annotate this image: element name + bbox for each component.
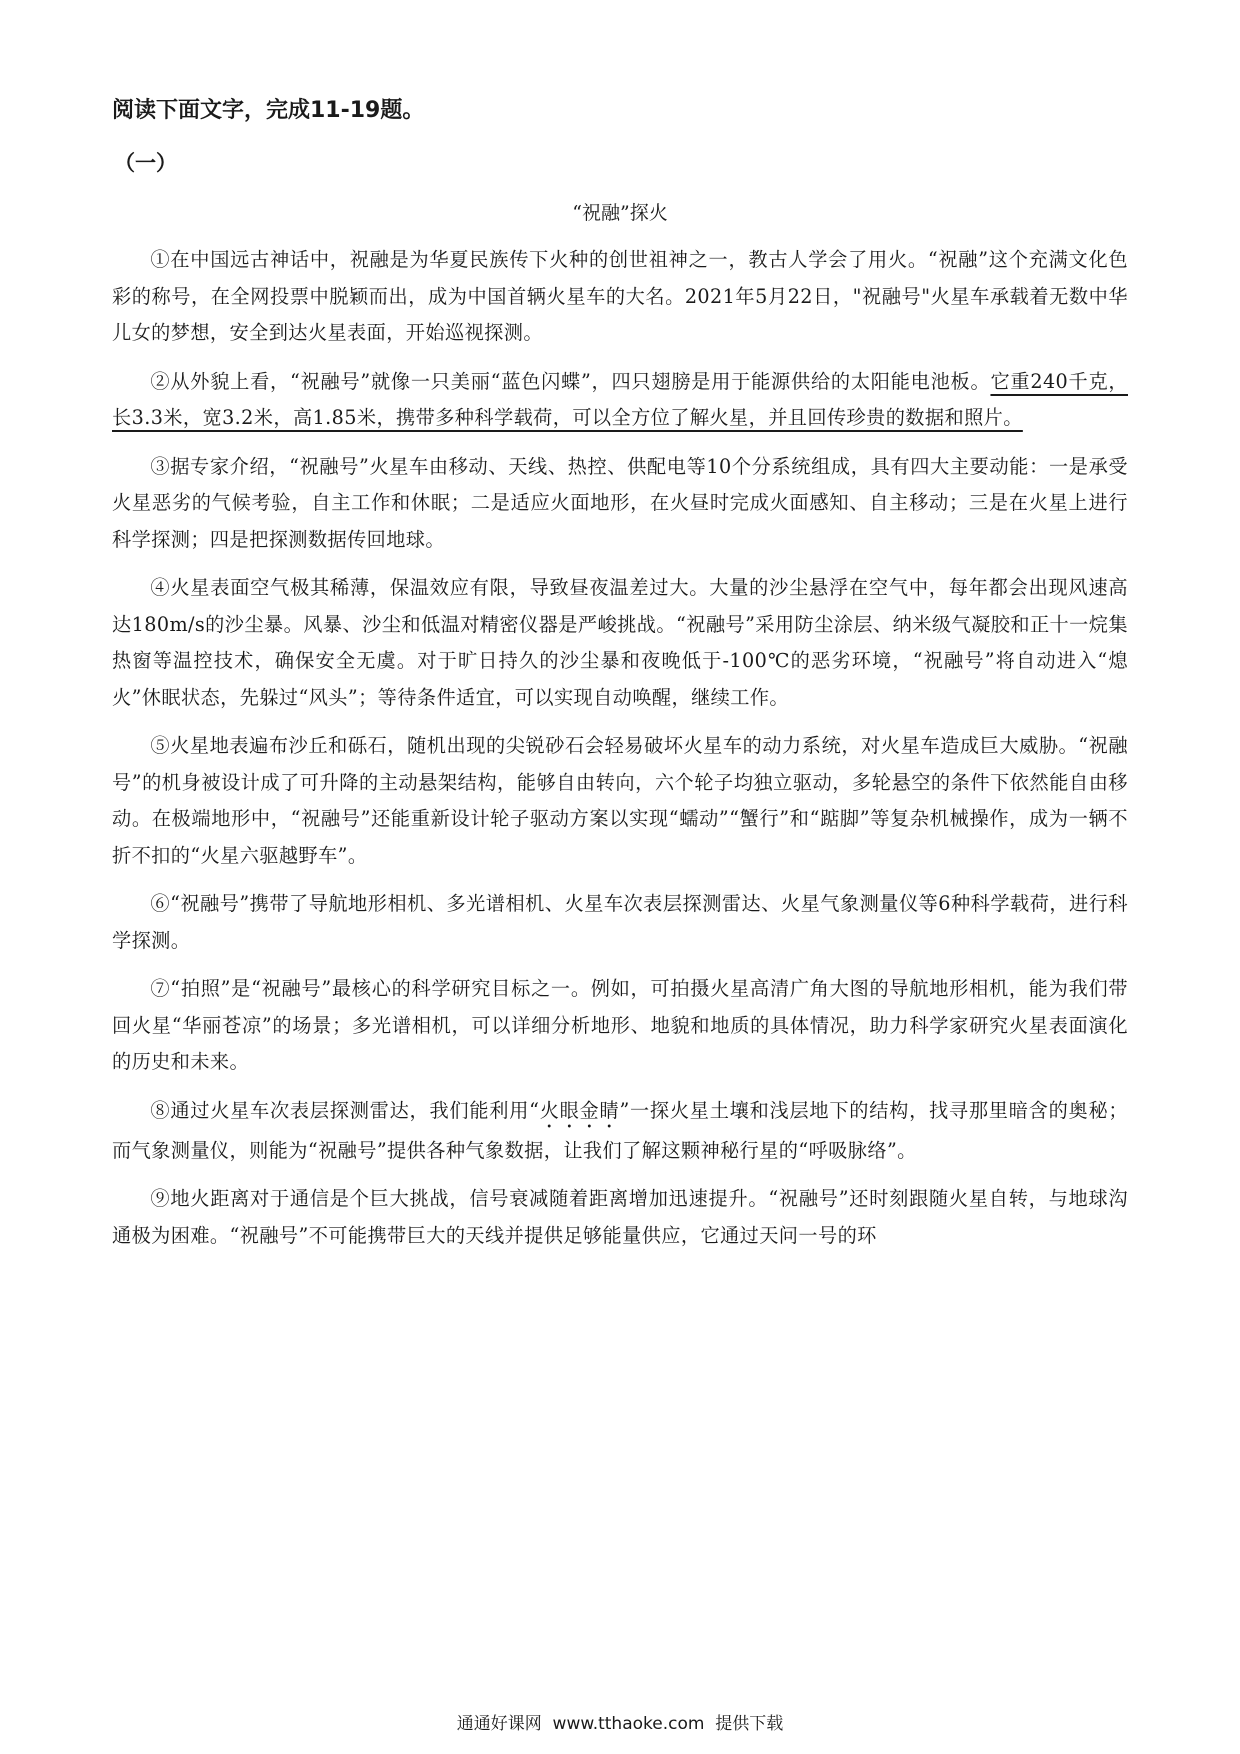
page-footer (0, 1712, 1240, 1736)
article-title: “祝融”探火 (572, 202, 668, 224)
footer-url: www.tthaoke.com (552, 1714, 705, 1734)
paragraph-8-text-end: ”一探火星土壤和浅层地下的结构，找寻那里暗含的奥秘；而气象测量仪，则能为“祝融号”提供各种气象数据，让我们了解这颗神秘行星的“呼吸脉络”。 (112, 1098, 1128, 1162)
document-page (112, 96, 1128, 1266)
paragraph-6: ⑥“祝融号”携带了导航地形相机、多光谱相机、火星车次表层探测雷达、火星气象测量仪等6种科学载荷，进行科学探测。 (112, 892, 1128, 952)
section-label: （一） (114, 151, 177, 175)
paragraph-2 (112, 364, 1128, 437)
paragraph-5: ⑤火星地表遍布沙丘和砾石，随机出现的尖锐砂石会轻易破坏火星车的动力系统，对火星车造成巨大威胁。“祝融号”的机身被设计成了可升降的主动悬架结构，能够自由转向，六个轮子均独立驱动，多轮悬空的条件下依然能自由移动。在极端地形中，“祝融号”还能重新设计轮子驱动方案以实现“蠕动”“蟹行”和“踮脚”等复杂机械操作，成为一辆不折不扣的“火星六驱越野车”。 (112, 734, 1128, 867)
paragraph-9: ⑨地火距离对于通信是个巨大挑战，信号衰减随着距离增加迅速提升。“祝融号”还时刻跟随火星自转，与地球沟通极为困难。“祝融号”不可能携带巨大的天线并提供足够能量供应，它通过天问一号的环 (112, 1187, 1128, 1247)
paragraph-4: ④火星表面空气极其稀薄，保温效应有限，导致昼夜温差过大。大量的沙尘悬浮在空气中，每年都会出现风速高达180m/s的沙尘暴。风暴、沙尘和低温对精密仪器是严峻挑战。“祝融号”采用防尘涂层、纳米级气凝胶和正十一烷集热窗等温控技术，确保安全无虞。对于旷日持久的沙尘暴和夜晚低于-100℃的恶劣环境，“祝融号”将自动进入“熄火”休眠状态，先躲过“风头”；等待条件适宜，可以实现自动唤醒，继续工作。 (112, 576, 1128, 709)
paragraph-8 (112, 1093, 1128, 1170)
question-heading: 阅读下面文字，完成11-19题。 (112, 98, 425, 123)
paragraph-3: ③据专家介绍，“祝融号”火星车由移动、天线、热控、供配电等10个分系统组成，具有四大主要动能：一是承受火星恶劣的气候考验，自主工作和休眠；二是适应火面地形，在火昼时完成火面感知、自主移动；三是在火星上进行科学探测；四是把探测数据传回地球。 (112, 454, 1128, 551)
paragraph-2-underlined-text: 它重240千克，长3.3米，宽3.2米，高1.85米，携带多种科学载荷，可以全方位了解火星，并且回传珍贵的数据和照片。 (112, 369, 1128, 429)
paragraph-8-text-start: ⑧通过火星车次表层探测雷达，我们能利用“ (150, 1098, 540, 1122)
paragraph-2-text: ②从外貌上看，“祝融号”就像一只美丽“蓝色闪蝶”，四只翅膀是用于能源供给的太阳能电池板。 (150, 369, 991, 393)
paragraph-7: ⑦“拍照”是“祝融号”最核心的科学研究目标之一。例如，可拍摄火星高清广角大图的导航地形相机，能为我们带回火星“华丽苍凉”的场景；多光谱相机，可以详细分析地形、地貌和地质的具体情况，助力科学家研究火星表面演化的历史和未来。 (112, 977, 1128, 1073)
paragraph-1: ①在中国远古神话中，祝融是为华夏民族传下火种的创世祖神之一，教古人学会了用火。“祝融”这个充满文化色彩的称号，在全网投票中脱颖而出，成为中国首辆火星车的大名。2021年5月22日，"祝融号"火星车承载着无数中华儿女的梦想，安全到达火星表面，开始巡视探测。 (112, 248, 1128, 344)
emphasized-phrase: 火眼金睛 (539, 1098, 620, 1122)
footer-note: 提供下载 (715, 1714, 784, 1734)
footer-site-name: 通通好课网 (456, 1714, 542, 1734)
